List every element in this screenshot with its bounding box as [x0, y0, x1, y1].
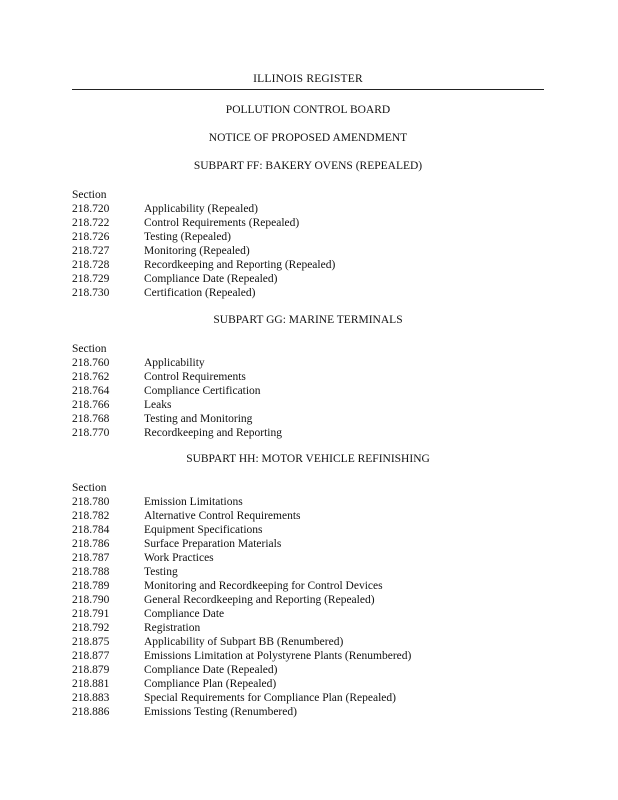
toc-row: [72, 677, 544, 691]
toc-row: [72, 705, 544, 719]
section-title: Testing and Monitoring: [144, 413, 253, 425]
section-number: 218.792: [72, 622, 110, 634]
section-number: 218.726: [72, 231, 110, 243]
section-title: Testing (Repealed): [144, 231, 232, 243]
section-number: 218.764: [72, 385, 110, 397]
section-number: 218.886: [72, 706, 110, 718]
section-title: Certification (Repealed): [144, 287, 256, 299]
section-number: 218.762: [72, 371, 110, 383]
section-title: Compliance Date (Repealed): [144, 273, 278, 285]
subpart-ff-toc: [72, 188, 544, 300]
section-title: Compliance Date: [144, 608, 225, 620]
subpart-hh-title: SUBPART HH: MOTOR VEHICLE REFINISHING: [186, 453, 430, 465]
toc-row: [72, 272, 544, 286]
toc-row: [72, 426, 544, 440]
section-title: Emissions Limitation at Polystyrene Plants (Renumbered): [144, 650, 412, 662]
section-title: Compliance Certification: [144, 385, 261, 397]
toc-row: [72, 593, 544, 607]
toc-row: [72, 579, 544, 593]
subpart-gg-toc: [72, 342, 544, 440]
toc-row: [72, 691, 544, 705]
section-number: 218.729: [72, 273, 110, 285]
section-label: Section: [72, 189, 107, 201]
subpart-gg-title: SUBPART GG: MARINE TERMINALS: [213, 314, 403, 326]
section-number: 218.768: [72, 413, 110, 425]
section-number: 218.877: [72, 650, 110, 662]
section-number: 218.780: [72, 496, 110, 508]
section-title: Applicability: [144, 357, 205, 369]
toc-row: [72, 607, 544, 621]
section-title: Control Requirements (Repealed): [144, 217, 300, 229]
section-number: 218.722: [72, 217, 110, 229]
toc-row: [72, 509, 544, 523]
toc-row: [72, 356, 544, 370]
section-number: 218.788: [72, 566, 110, 578]
toc-row: [72, 398, 544, 412]
section-title: Alternative Control Requirements: [144, 510, 301, 522]
section-label: Section: [72, 343, 107, 355]
toc-row: [72, 635, 544, 649]
section-title: Emission Limitations: [144, 496, 243, 508]
toc-row: [72, 663, 544, 677]
section-number: 218.730: [72, 287, 110, 299]
toc-row: [72, 216, 544, 230]
section-number: 218.727: [72, 245, 110, 257]
section-number: 218.784: [72, 524, 110, 536]
subpart-ff-title: SUBPART FF: BAKERY OVENS (REPEALED): [193, 160, 423, 172]
section-number: 218.787: [72, 552, 110, 564]
subpart-hh-toc: [72, 481, 544, 719]
section-title: Monitoring (Repealed): [144, 245, 250, 257]
section-title: Special Requirements for Compliance Plan (Repealed): [144, 692, 396, 704]
section-label: Section: [72, 482, 107, 494]
toc-row: [72, 384, 544, 398]
section-number: 218.875: [72, 636, 110, 648]
section-title: Emissions Testing (Renumbered): [144, 706, 297, 718]
section-title: Recordkeeping and Reporting: [144, 427, 282, 439]
section-title: Leaks: [144, 399, 172, 411]
section-number: 218.879: [72, 664, 110, 676]
header-divider: [72, 89, 544, 90]
section-title: Compliance Date (Repealed): [144, 664, 278, 676]
toc-row: [72, 286, 544, 300]
toc-row: [72, 495, 544, 509]
section-title: Registration: [144, 622, 201, 634]
toc-row: [72, 523, 544, 537]
section-number: 218.791: [72, 608, 110, 620]
toc-row: [72, 565, 544, 579]
register-header: ILLINOIS REGISTER: [253, 73, 363, 85]
toc-row: [72, 537, 544, 551]
toc-row: [72, 258, 544, 272]
section-number: 218.760: [72, 357, 110, 369]
section-title: Recordkeeping and Reporting (Repealed): [144, 259, 336, 271]
toc-row: [72, 412, 544, 426]
section-number: 218.728: [72, 259, 110, 271]
section-number: 218.790: [72, 594, 110, 606]
section-number: 218.782: [72, 510, 110, 522]
notice-title: NOTICE OF PROPOSED AMENDMENT: [208, 132, 408, 144]
toc-row: [72, 230, 544, 244]
toc-row: [72, 551, 544, 565]
toc-row: [72, 370, 544, 384]
section-title: Applicability of Subpart BB (Renumbered): [144, 636, 344, 648]
section-title: General Recordkeeping and Reporting (Repealed): [144, 594, 375, 606]
section-number: 218.789: [72, 580, 110, 592]
section-title: Applicability (Repealed): [144, 203, 259, 215]
toc-row: [72, 621, 544, 635]
section-number: 218.770: [72, 427, 110, 439]
section-title: Surface Preparation Materials: [144, 538, 282, 550]
section-title: Monitoring and Recordkeeping for Control Devices: [144, 580, 383, 592]
toc-row: [72, 244, 544, 258]
section-title: Testing: [144, 566, 178, 578]
section-number: 218.883: [72, 692, 110, 704]
toc-row: [72, 649, 544, 663]
section-title: Equipment Specifications: [144, 524, 263, 536]
section-title: Control Requirements: [144, 371, 246, 383]
section-number: 218.881: [72, 678, 110, 690]
section-number: 218.766: [72, 399, 110, 411]
section-number: 218.720: [72, 203, 110, 215]
section-title: Work Practices: [144, 552, 214, 564]
section-title: Compliance Plan (Repealed): [144, 678, 277, 690]
board-title: POLLUTION CONTROL BOARD: [225, 104, 391, 116]
section-number: 218.786: [72, 538, 110, 550]
toc-row: [72, 202, 544, 216]
